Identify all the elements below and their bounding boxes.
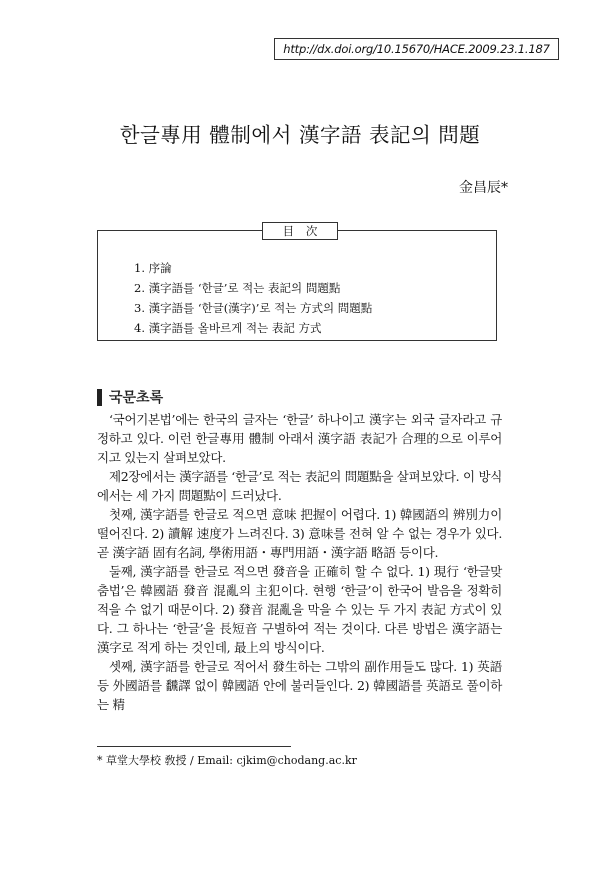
abstract-paragraph: ‘국어기본법’에는 한국의 글자는 ‘한글’ 하나이고 漢字는 외국 글자라고 규정하고 있다. 이런 한글專用 體制 아래서 漢字語 表記가 合理的으로 이루어지고 있는지 살펴보았다. xyxy=(97,412,502,465)
abstract-heading xyxy=(97,387,163,407)
abstract-heading-label: 국문초록 xyxy=(109,390,164,406)
abstract-paragraph: 둘째, 漢字語를 한글로 적으면 發音을 正確히 할 수 없다. 1) 現行 ‘한글맞춤법’은 韓國語 發音 混亂의 主犯이다. 현행 ‘한글’이 한국어 발음을 정확히 적을 수 없기 때문이다. 2) 發音 混亂을 막을 수 있는 두 가지 表記 方式이 있다. 그 하나는 ‘한글’을 長短音 구별하여 적는 것이다. 다른 방법은 漢字語는 漢字로 적게 하는 것인데, 最上의 방식이다. xyxy=(97,564,502,655)
toc-list xyxy=(134,258,372,338)
author-name: 金昌辰* xyxy=(459,180,508,196)
doi-link[interactable]: http://dx.doi.org/10.15670/HACE.2009.23.1.187 xyxy=(274,38,559,60)
footnote: * 草堂大學校 敎授 / Email: cjkim@chodang.ac.kr xyxy=(97,754,357,767)
table-of-contents xyxy=(97,224,497,341)
abstract-paragraph: 셋째, 漢字語를 한글로 적어서 發生하는 그밖의 副作用들도 많다. 1) 英語 등 外國語를 飜譯 없이 韓國語 안에 불러들인다. 2) 韓國語를 英語로 풀이하는 精 xyxy=(97,659,502,712)
toc-item: 4. 漢字語를 올바르게 적는 表記 方式 xyxy=(134,321,322,335)
abstract-paragraph: 제2장에서는 漢字語를 ‘한글’로 적는 表記의 問題點을 살펴보았다. 이 방식에서는 세 가지 問題點이 드러났다. xyxy=(97,469,502,503)
toc-item: 3. 漢字語를 ‘한글(漢字)’로 적는 方式의 問題點 xyxy=(134,301,373,315)
abstract-paragraph: 첫째, 漢字語를 한글로 적으면 意味 把握이 어렵다. 1) 韓國語의 辨別力이 떨어진다. 2) 讀解 速度가 느려진다. 3) 意味를 전혀 알 수 없는 경우가 있다. 곧 漢字語 固有名詞, 學術用語・專門用語・漢字語 略語 등이다. xyxy=(97,507,502,560)
footnote-divider xyxy=(97,746,291,747)
abstract-body xyxy=(97,410,502,714)
toc-header: 目 次 xyxy=(262,222,338,240)
toc-item: 2. 漢字語를 ‘한글’로 적는 表記의 問題點 xyxy=(134,281,341,295)
heading-marker xyxy=(97,389,102,406)
paper-title: 한글專用 體制에서 漢字語 表記의 問題 xyxy=(119,123,481,147)
toc-item: 1. 序論 xyxy=(134,261,172,275)
